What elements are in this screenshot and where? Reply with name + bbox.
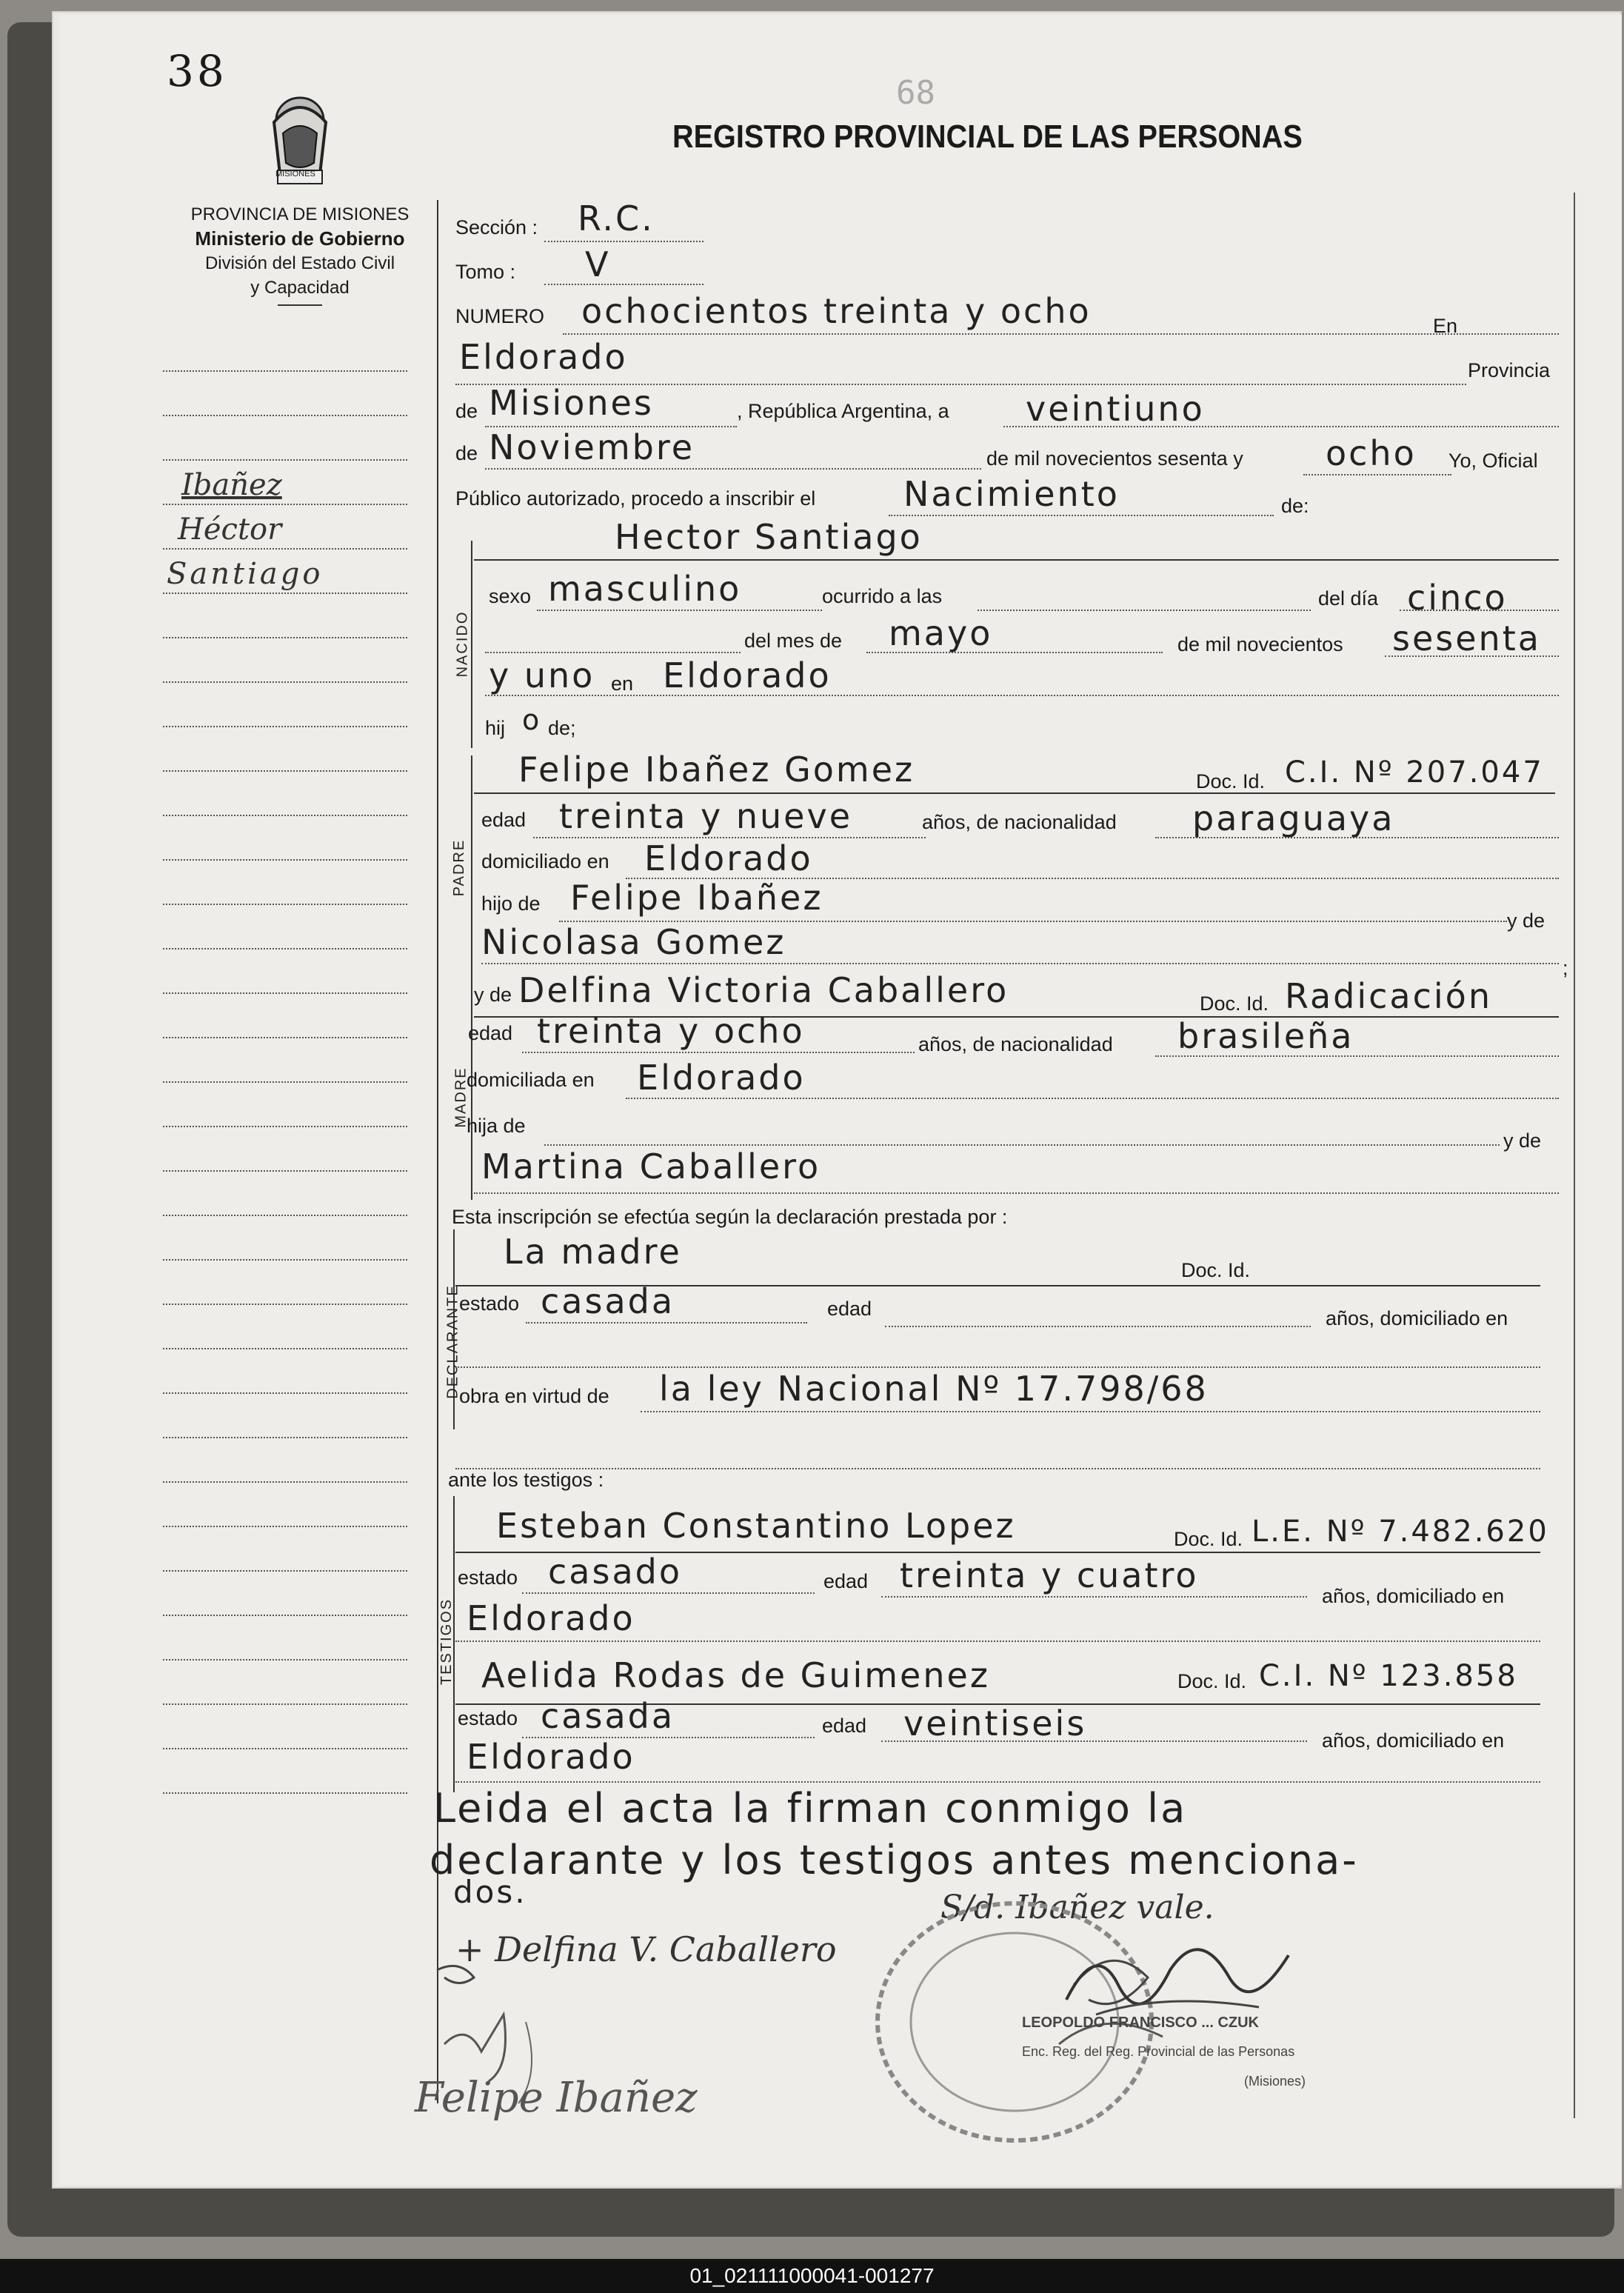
t2-edad-label: edad (822, 1715, 867, 1737)
cierre-linea-1: Leida el acta la firman conmigo la (433, 1785, 1188, 1832)
nombre-value: Hector Santiago (615, 517, 923, 557)
margin-given-2: Santiago (167, 557, 324, 591)
madre-nac-value: brasileña (1177, 1016, 1354, 1056)
testigo2-estado-value: casada (541, 1696, 675, 1736)
testigo2-nombre-value: Aelida Rodas de Guimenez (481, 1655, 990, 1695)
stamp-official-3: (Misiones) (1244, 2074, 1306, 2089)
esta-inscripcion-label: Esta inscripción se efectúa según la declaración prestada por : (452, 1206, 1008, 1228)
abuelo-value: Felipe Ibañez (570, 878, 823, 918)
testigo1-estado-value: casado (548, 1552, 682, 1592)
firma-padre: Felipe Ibañez (415, 2074, 698, 2122)
margin-surname: Ibañez (181, 468, 282, 502)
hija-de-label: hija de (467, 1115, 526, 1137)
de-semi-label: de; (548, 717, 576, 739)
yo-oficial-label: Yo, Oficial (1448, 450, 1538, 472)
padre-edad-label: edad (481, 809, 527, 831)
numero-value: ochocientos treinta y ocho (581, 291, 1092, 331)
del-mes-label: del mes de (744, 630, 843, 652)
testigo1-doc-value: L.E. Nº 7.482.620 (1252, 1515, 1549, 1549)
lugar-value: Eldorado (459, 337, 628, 377)
decl-estado-label: estado (459, 1292, 520, 1315)
tomo-value: V (585, 244, 611, 284)
testigo1-edad-value: treinta y cuatro (900, 1555, 1199, 1595)
provincia-label: Provincia (1468, 359, 1551, 381)
section-label-padre: PADRE (451, 838, 468, 897)
testigo2-doc-value: C.I. Nº 123.858 (1259, 1659, 1518, 1693)
testigo1-nombre-value: Esteban Constantino Lopez (496, 1506, 1016, 1546)
t1-anos-label: años, domiciliado en (1322, 1585, 1505, 1607)
madre-edad-label: edad (468, 1022, 513, 1044)
testigo1-dom-value: Eldorado (467, 1598, 635, 1638)
madre-nombre-value: Delfina Victoria Caballero (518, 970, 1009, 1010)
seal-text-line-2: MISIONES (275, 170, 315, 178)
tomo-label: Tomo : (455, 261, 516, 283)
testigo2-dom-value: Eldorado (467, 1737, 635, 1777)
madre-dom-value: Eldorado (637, 1058, 806, 1098)
madre-doc-label: Doc. Id. (1200, 992, 1269, 1015)
mil-nov2-label: de mil novecientos (1177, 633, 1343, 655)
ante-label: ante los testigos : (448, 1469, 604, 1491)
page-title: REGISTRO PROVINCIAL DE LAS PERSONAS (672, 119, 1303, 155)
seccion-value: R.C. (578, 198, 655, 238)
ocurrido-label: ocurrido a las (822, 585, 943, 607)
testigo2-edad-value: veintiseis (903, 1703, 1087, 1743)
sexo-value: masculino (548, 569, 742, 609)
hij-suffix-value: o (522, 704, 542, 736)
decl-anos-label: años, domiciliado en (1326, 1307, 1508, 1329)
header-line-4: y Capacidad (250, 278, 350, 298)
padre-y-de-label: y de (1507, 909, 1546, 932)
declarante-doc-label: Doc. Id. (1181, 1259, 1251, 1281)
mil-nov-label: de mil novecientos sesenta y (986, 447, 1243, 470)
abuela-value: Nicolasa Gomez (481, 922, 786, 962)
sexo-label: sexo (489, 585, 532, 607)
header-line-3: División del Estado Civil (204, 253, 395, 273)
declarante-value: La madre (504, 1232, 682, 1272)
header-line-2: Ministerio de Gobierno (195, 227, 405, 250)
numero-label: NUMERO (455, 305, 544, 327)
signature-scribbles-icon (415, 1955, 785, 2155)
hijo-de-label: hijo de (481, 892, 541, 915)
footer-code: 01_021111000041-001277 (0, 2259, 1624, 2293)
de-colon-label: de: (1281, 495, 1309, 517)
dia-inscripcion-value: veintiuno (1026, 389, 1205, 429)
lugar-nac-value: Eldorado (663, 655, 832, 695)
ley-value: la ley Nacional Nº 17.798/68 (659, 1369, 1209, 1409)
padre-nombre-value: Felipe Ibañez Gomez (518, 750, 915, 790)
margin-given-1: Héctor (178, 513, 282, 547)
mes-inscripcion-value: Noviembre (489, 427, 695, 467)
del-dia-label: del día (1318, 587, 1379, 610)
firma-madre: + Delfina V. Caballero (455, 1929, 837, 1969)
madre-edad-value: treinta y ocho (537, 1011, 805, 1051)
padre-dom-label: domiciliado en (481, 850, 609, 872)
t1-edad-label: edad (823, 1570, 869, 1592)
dia-value: cinco (1407, 578, 1508, 618)
header-ministry (163, 202, 437, 306)
t2-estado-label: estado (458, 1707, 518, 1729)
section-label-madre: MADRE (452, 1067, 470, 1128)
mes-value: mayo (889, 613, 993, 653)
signature-official-icon (1052, 1926, 1303, 2044)
anio-inscripcion-value: ocho (1326, 433, 1417, 473)
madre-y-de-label: y de (474, 984, 512, 1006)
stamp-number: 68 (896, 74, 935, 112)
madre-anos-label: años, de nacionalidad (918, 1033, 1113, 1055)
section-label-declarante: DECLARANTE (444, 1284, 461, 1399)
tipo-value: Nacimiento (903, 474, 1120, 514)
t2-anos-label: años, domiciliado en (1322, 1729, 1505, 1752)
madre-dom-label: domiciliada en (467, 1069, 595, 1091)
de-label: de (455, 400, 478, 422)
anio2-value: y uno (489, 655, 595, 695)
anio-value: sesenta (1392, 618, 1541, 658)
padre-nac-value: paraguaya (1192, 798, 1395, 838)
padre-doc-value: C.I. Nº 207.047 (1285, 755, 1544, 790)
nota-salvedad: S/d. Ibañez vale. (940, 1889, 1214, 1926)
stamp-official-2: Enc. Reg. del Reg. Provincial de las Personas (1022, 2044, 1295, 2059)
cierre-linea-2: declarante y los testigos antes menciona- (430, 1837, 1359, 1883)
en2-label: en (611, 672, 634, 695)
hij-label: hij (485, 717, 506, 739)
padre-anos-label: años, de nacionalidad (922, 811, 1117, 833)
page-number: 38 (167, 46, 227, 96)
section-label-testigos: TESTIGOS (438, 1598, 455, 1686)
testigo1-doc-label: Doc. Id. (1174, 1528, 1243, 1550)
republica-label: , República Argentina, a (737, 400, 949, 422)
testigo2-doc-label: Doc. Id. (1177, 1670, 1247, 1692)
seccion-label: Sección : (455, 216, 538, 238)
padre-dom-value: Eldorado (644, 838, 813, 878)
cierre-linea-3: dos. (453, 1874, 527, 1910)
abuela-materna-value: Martina Caballero (481, 1146, 821, 1186)
decl-estado-value: casada (541, 1281, 675, 1321)
publico-label: Público autorizado, procedo a inscribir el (455, 487, 816, 510)
semicolon-label: ; (1563, 957, 1568, 979)
padre-edad-value: treinta y nueve (559, 796, 852, 836)
madre-doc-value: Radicación (1285, 976, 1492, 1016)
en-label: En (1433, 315, 1458, 337)
decl-edad-label: edad (827, 1298, 872, 1320)
obra-label: obra en virtud de (459, 1385, 609, 1407)
section-label-nacido: NACIDO (454, 610, 471, 678)
header-line-1: PROVINCIA DE MISIONES (190, 204, 410, 224)
padre-doc-label: Doc. Id. (1196, 770, 1266, 792)
t1-estado-label: estado (458, 1566, 518, 1589)
right-margin-rule (1574, 193, 1575, 2118)
stamp-official-1: LEOPOLDO FRANCISCO ... CZUK (1022, 2015, 1259, 2031)
de2-label: de (455, 442, 478, 464)
provincia-value: Misiones (489, 383, 654, 423)
madre-y-de2-label: y de (1503, 1129, 1542, 1152)
